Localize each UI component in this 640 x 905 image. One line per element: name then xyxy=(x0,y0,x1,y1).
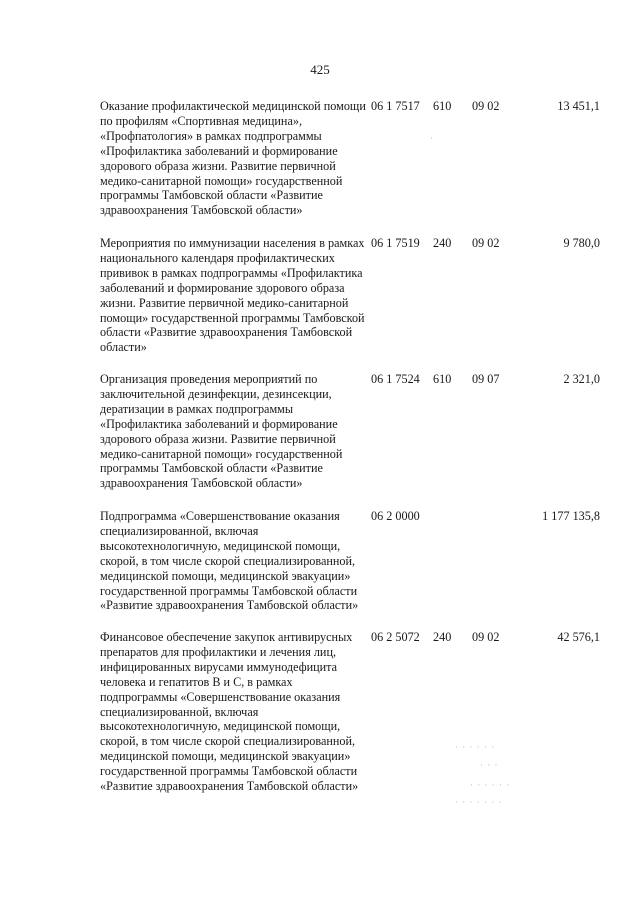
expense-type-code: 240 xyxy=(433,236,452,250)
target-article-code: 06 1 7517 xyxy=(371,99,420,113)
expense-type-code: 240 xyxy=(433,630,452,644)
expense-type-code: 610 xyxy=(433,99,452,113)
row-description: Организация проведения мероприятий по заключительной дезинфекции, дезинсекции, дератизации в рамках подпрограммы «Профилактика заболеваний и формирование здорового образа жизни. Развитие первичной медико-санитарной помощи» государственной программы Тамбовской области «Развитие здравоохранения Тамбовской области» xyxy=(100,372,343,491)
amount-value: 2 321,0 xyxy=(563,372,600,386)
section-subsection-code: 09 02 xyxy=(472,236,500,250)
target-article-code: 06 2 5072 xyxy=(371,630,420,644)
amount-value: 42 576,1 xyxy=(557,630,600,644)
scan-noise: · · · xyxy=(480,760,499,770)
row-description: Оказание профилактической медицинской помощи по профилям «Спортивная медицина», «Профпатология» в рамках подпрограммы «Профилактика заболеваний и формирование здорового образа жизни. Развитие первичной медико-санитарной помощи» государственной программы Тамбовской области «Развитие здравоохранения Тамбовской области» xyxy=(100,99,366,218)
row-description: Подпрограмма «Совершенствование оказания специализированной, включая высокотехнологичную, медицинской помощи, скорой, в том числе скорой специализированной, медицинской помощи, медицинской эвакуации» государственной программы Тамбовской области «Развитие здравоохранения Тамбовской области» xyxy=(100,509,359,613)
section-subsection-code: 09 02 xyxy=(472,99,500,113)
scan-noise: · · · · · · xyxy=(455,742,496,752)
target-article-code: 06 1 7519 xyxy=(371,236,420,250)
amount-value: 1 177 135,8 xyxy=(542,509,600,523)
section-subsection-code: 09 02 xyxy=(472,630,500,644)
scan-noise: · xyxy=(430,133,434,143)
amount-value: 13 451,1 xyxy=(557,99,600,113)
target-article-code: 06 2 0000 xyxy=(371,509,420,523)
page-number: 425 xyxy=(310,62,330,77)
scan-noise: · · · · · · xyxy=(470,780,511,790)
amount-value: 9 780,0 xyxy=(563,236,600,250)
expense-type-code: 610 xyxy=(433,372,452,386)
scan-noise: · · · · · · · xyxy=(455,797,503,807)
row-description: Мероприятия по иммунизации населения в рамках национального календаря профилактических прививок в рамках подпрограммы «Профилактика заболеваний и формирование здорового образа жизни. Развитие первичной медико-санитарной помощи» государственной программы Тамбовской области «Развитие здравоохранения Тамбовской области» xyxy=(100,236,365,355)
section-subsection-code: 09 07 xyxy=(472,372,500,386)
target-article-code: 06 1 7524 xyxy=(371,372,420,386)
row-description: Финансовое обеспечение закупок антивирусных препаратов для профилактики и лечения лиц, инфицированных вирусами иммунодефицита человека и гепатитов В и С, в рамках подпрограммы «Совершенствование оказания специализированной, включая высокотехнологичную, медицинской помощи, скорой, в том числе скорой специализированной, медицинской помощи, медицинской эвакуации» государственной программы Тамбовской области «Развитие здравоохранения Тамбовской области» xyxy=(100,630,359,794)
